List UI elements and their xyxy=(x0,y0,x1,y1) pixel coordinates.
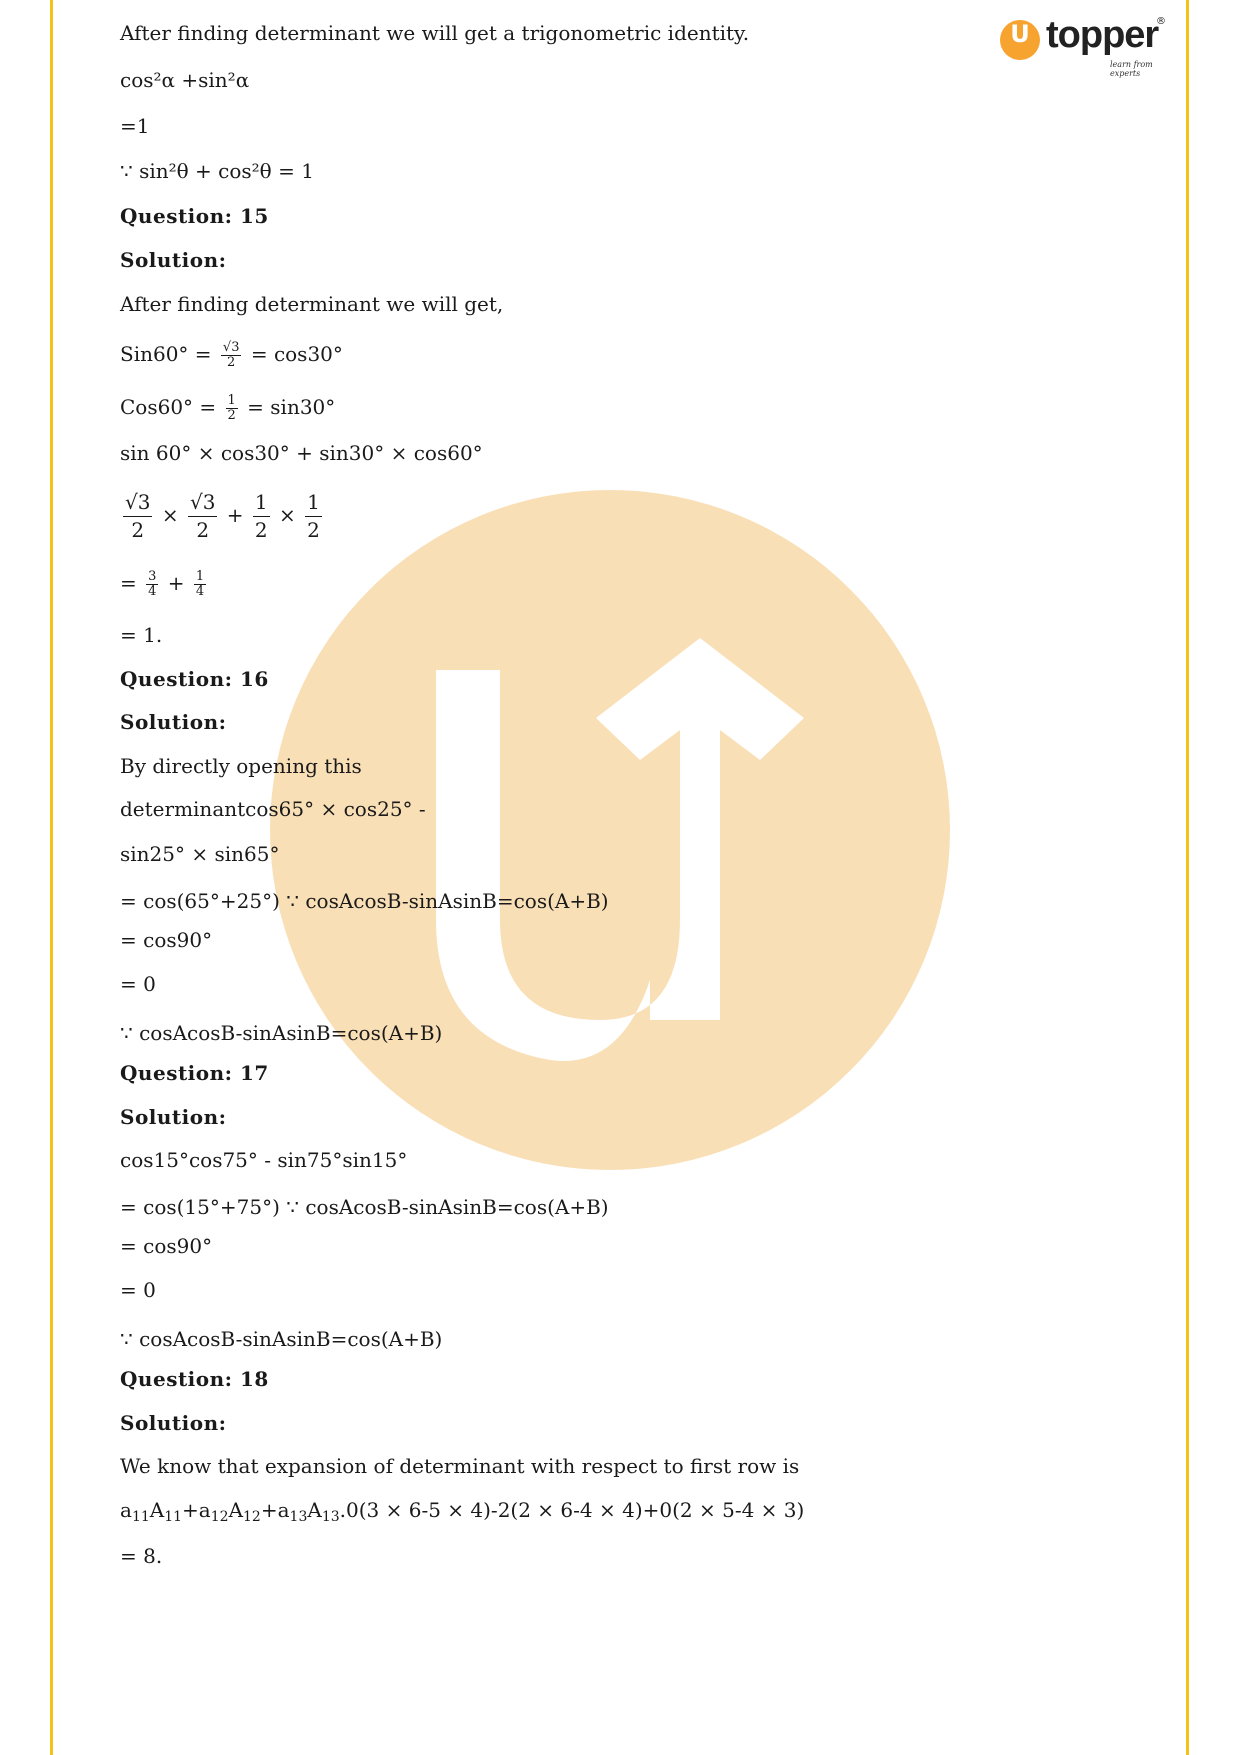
fraction xyxy=(146,570,158,600)
equation-text: Sin60° = xyxy=(120,342,218,366)
subscript: 11 xyxy=(164,1509,183,1525)
question-heading: Question: 16 xyxy=(120,667,269,691)
text-line: = cos90° xyxy=(120,928,213,952)
fraction xyxy=(123,489,152,544)
question-heading: Question: 17 xyxy=(120,1061,269,1085)
solution-heading: Solution: xyxy=(120,1105,227,1129)
fraction-numerator: 3 xyxy=(148,568,157,584)
equation-text: = cos30° xyxy=(244,342,343,366)
text-line: cos²α +sin²α xyxy=(120,68,250,92)
operator: + xyxy=(220,503,250,527)
equation-text: A xyxy=(228,1498,244,1522)
fraction xyxy=(226,394,238,424)
fraction-denominator: 2 xyxy=(307,518,320,542)
fraction xyxy=(253,489,270,544)
operator: + xyxy=(161,571,191,595)
fraction-denominator: 2 xyxy=(196,518,210,542)
fraction-denominator: 2 xyxy=(227,408,236,423)
fraction-numerator: 1 xyxy=(227,392,236,408)
equation-text: = xyxy=(120,571,144,595)
logo-registered-mark: ® xyxy=(1156,16,1166,27)
fraction-denominator: 4 xyxy=(148,584,157,599)
text-line: = 1. xyxy=(120,623,163,647)
watermark-circle xyxy=(270,490,950,1170)
text-line: ∵ cosAcosB-sinAsinB=cos(A+B) xyxy=(120,1327,443,1351)
text-line: = cos(15°+75°) ∵ cosAcosB-sinAsinB=cos(A+B) xyxy=(120,1195,609,1219)
page-border-right xyxy=(1186,0,1189,1755)
solution-heading: Solution: xyxy=(120,1411,227,1435)
text-line: = cos90° xyxy=(120,1234,213,1258)
fraction-numerator: 1 xyxy=(195,568,205,584)
equation-line xyxy=(120,485,325,545)
equation-text: +a xyxy=(182,1498,211,1522)
solution-heading: Solution: xyxy=(120,710,227,734)
fraction-denominator: 2 xyxy=(254,518,268,542)
text-line: = cos(65°+25°) ∵ cosAcosB-sinAsinB=cos(A+B) xyxy=(120,889,609,913)
text-line: After finding determinant we will get a trigonometric identity. xyxy=(120,21,750,45)
fraction-numerator: √3 xyxy=(123,489,152,517)
subscript: 11 xyxy=(131,1509,150,1525)
fraction-denominator: 2 xyxy=(227,355,236,370)
fraction-denominator: 4 xyxy=(195,584,205,599)
subscript: 13 xyxy=(321,1509,340,1525)
equation-line xyxy=(120,387,335,427)
logo-mark-icon: U xyxy=(1000,20,1040,60)
fraction-numerator: √3 xyxy=(222,339,240,355)
text-line: =1 xyxy=(120,114,150,138)
operator: × xyxy=(155,503,185,527)
fraction-numerator: 1 xyxy=(305,489,322,517)
fraction-denominator: 2 xyxy=(131,518,145,542)
logo-name: topper xyxy=(1046,14,1159,56)
text-line: = 8. xyxy=(120,1544,163,1568)
watermark-logo xyxy=(270,490,950,1170)
text-line: = 0 xyxy=(120,1278,156,1302)
equation-text: Cos60° = xyxy=(120,395,223,419)
equation-text: A xyxy=(149,1498,165,1522)
solution-heading: Solution: xyxy=(120,248,227,272)
topper-logo xyxy=(998,14,1168,78)
equation-line xyxy=(120,334,343,374)
page-border-left xyxy=(50,0,53,1755)
fraction-numerator: 1 xyxy=(253,489,270,517)
subscript: 12 xyxy=(210,1509,229,1525)
subscript: 12 xyxy=(243,1509,261,1525)
equation-text: A xyxy=(307,1498,322,1522)
equation-text: = sin30° xyxy=(240,395,336,419)
logo-tagline: learn from experts xyxy=(1110,60,1153,78)
operator: × xyxy=(272,503,303,527)
equation-text: a xyxy=(120,1498,132,1522)
equation-line xyxy=(120,1497,804,1530)
subscript: 13 xyxy=(289,1509,308,1525)
text-line: After finding determinant we will get, xyxy=(120,292,504,316)
equation-text: +a xyxy=(260,1498,290,1522)
text-line: = 0 xyxy=(120,972,156,996)
text-line: sin 60° × cos30° + sin30° × cos60° xyxy=(120,441,483,465)
fraction xyxy=(188,489,217,544)
equation-text: .0(3 × 6-5 × 4)-2(2 × 6-4 × 4)+0(2 × 5-4 × 3) xyxy=(339,1498,805,1522)
fraction-numerator: √3 xyxy=(188,489,217,517)
text-line: We know that expansion of determinant with respect to first row is xyxy=(120,1454,800,1478)
question-heading: Question: 15 xyxy=(120,204,269,228)
text-line: By directly opening this xyxy=(120,754,362,778)
fraction xyxy=(194,570,206,600)
text-line: cos15°cos75° - sin75°sin15° xyxy=(120,1148,408,1172)
question-heading: Question: 18 xyxy=(120,1367,269,1391)
fraction xyxy=(305,489,322,544)
text-line: determinantcos65° × cos25° - xyxy=(120,797,426,821)
text-line: sin25° × sin65° xyxy=(120,842,280,866)
text-line: ∵ sin²θ + cos²θ = 1 xyxy=(120,159,314,183)
equation-line xyxy=(120,563,209,603)
fraction xyxy=(221,341,242,371)
text-line: ∵ cosAcosB-sinAsinB=cos(A+B) xyxy=(120,1021,443,1045)
